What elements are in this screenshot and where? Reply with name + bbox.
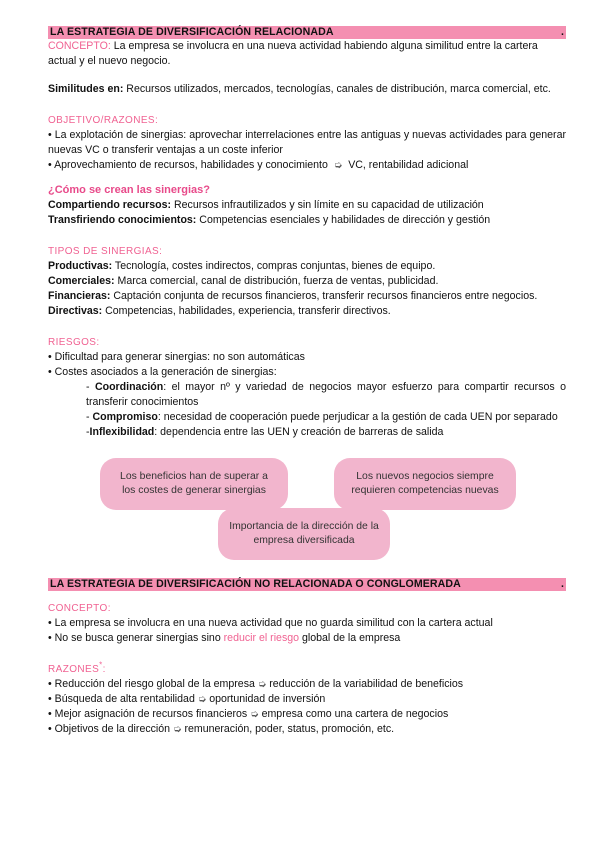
arrow-icon: ➭ <box>173 724 182 735</box>
razones-label <box>48 662 566 677</box>
sub-label: Compromiso <box>92 411 158 423</box>
arrow-icon: ➭ <box>197 694 207 705</box>
razones-label-text: RAZONES <box>48 664 100 675</box>
compartiendo-text: Recursos infrautilizados y sin límite en su capacidad de utilización <box>171 199 484 211</box>
title-dot: . <box>560 578 564 590</box>
riesgo-1: • Dificultad para generar sinergias: no son automáticas <box>48 351 305 363</box>
objetivo-label: OBJETIVO/RAZONES: <box>48 115 159 126</box>
concepto2-item-2 <box>48 631 566 646</box>
objetivo-item-2 <box>48 158 566 173</box>
section-heading-unrelated <box>48 578 566 591</box>
compartiendo-label: Compartiendo recursos: <box>48 199 172 211</box>
transfiriendo-label: Transfiriendo conocimientos: <box>48 214 197 226</box>
arrow-icon: ➭ <box>333 160 343 171</box>
concepto-label: CONCEPTO: <box>48 40 111 52</box>
tipo-productivas <box>48 259 566 274</box>
tipo-directivas <box>48 304 566 319</box>
razon-result: reducción de la variabilidad de beneficios <box>269 678 464 690</box>
section-heading-related <box>48 26 566 39</box>
arrow-icon: ➭ <box>250 709 259 720</box>
sub-label: Coordinación <box>94 381 164 393</box>
bubble-beneficios <box>100 458 288 510</box>
razon-text: • Objetivos de la dirección <box>48 723 171 735</box>
tipo-text: Tecnología, costes indirectos, compras conjuntas, bienes de equipo. <box>112 260 436 272</box>
document-page <box>48 26 566 737</box>
concepto2-label: CONCEPTO: <box>48 603 111 614</box>
transfiriendo-line <box>48 213 566 228</box>
sub-text: : dependencia entre las UEN y creación de barreras de salida <box>154 426 444 438</box>
objetivo-item-1: • La explotación de sinergias: aprovechar interrelaciones entre las antiguas y nuevas actividades para generar nuevas VC o transferir ventajas a un coste inferior <box>48 129 566 156</box>
razon-result: oportunidad de inversión <box>209 693 326 705</box>
concepto2-highlight: reducir el riesgo <box>223 632 300 644</box>
transfiriendo-text: Competencias esenciales y habilidades de dirección y gestión <box>196 214 491 226</box>
tipo-label: Productivas: <box>48 260 113 272</box>
arrow-icon: ➭ <box>257 679 267 690</box>
concepto2-item-1: • La empresa se involucra en una nueva actividad que no guarda similitud con la cartera actual <box>48 617 493 629</box>
section-title: LA ESTRATEGIA DE DIVERSIFICACIÓN RELACIONADA <box>50 26 334 38</box>
razon-text: • Reducción del riesgo global de la empresa <box>48 678 255 690</box>
tipo-text: Captación conjunta de recursos financieros, transferir recursos financieros entre negocios. <box>110 290 538 302</box>
razon-3 <box>48 707 566 722</box>
concepto2-text-c: global de la empresa <box>299 632 401 644</box>
tipo-label: Financieras: <box>48 290 111 302</box>
concepto-paragraph <box>48 39 566 69</box>
riesgo-2: • Costes asociados a la generación de sinergias: <box>48 366 277 378</box>
bubble-text: Importancia de la dirección de la empresa diversificada <box>229 521 379 546</box>
riesgos-label: RIESGOS: <box>48 337 100 348</box>
tipos-label: TIPOS DE SINERGIAS: <box>48 246 163 257</box>
objetivo-item-2-result: VC, rentabilidad adicional <box>348 159 469 171</box>
razon-text: • Búsqueda de alta rentabilidad <box>48 693 195 705</box>
tipo-text: Marca comercial, canal de distribución, fuerza de ventas, publicidad. <box>114 275 439 287</box>
similitudes-text: Recursos utilizados, mercados, tecnologías, canales de distribución, marca comercial, etc. <box>123 83 551 95</box>
sub-prefix: - <box>86 426 90 438</box>
bubbles-diagram <box>48 458 566 570</box>
como-heading: ¿Cómo se crean las sinergias? <box>48 184 211 196</box>
razon-2 <box>48 692 566 707</box>
razon-text: • Mejor asignación de recursos financieros <box>48 708 248 720</box>
tipo-label: Comerciales: <box>48 275 115 287</box>
objetivo-item-2-text: • Aprovechamiento de recursos, habilidades y conocimiento <box>48 159 328 171</box>
tipo-comerciales <box>48 274 566 289</box>
section-title: LA ESTRATEGIA DE DIVERSIFICACIÓN NO RELACIONADA O CONGLOMERADA <box>50 578 461 590</box>
razon-result: remuneración, poder, status, promoción, etc. <box>184 723 395 735</box>
tipo-label: Directivas: <box>48 305 103 317</box>
sub-text: : necesidad de cooperación puede perjudicar a la gestión de cada UEN por separado <box>157 411 558 423</box>
bubble-text: Los nuevos negocios siempre requieren competencias nuevas <box>351 471 499 496</box>
concepto2-text-a: • No se busca generar sinergias sino <box>48 632 224 644</box>
bubble-text: Los beneficios han de superar a los costes de generar sinergias <box>120 471 268 496</box>
similitudes-label: Similitudes en: <box>48 83 124 95</box>
compartiendo-line <box>48 198 566 213</box>
riesgo-sub-compromiso <box>48 410 566 425</box>
tipo-text: Competencias, habilidades, experiencia, transferir directivos. <box>102 305 391 317</box>
riesgo-sub-coordinacion <box>48 380 566 410</box>
title-dot: . <box>560 26 564 38</box>
sub-text: : el mayor nº y variedad de negocios mayor esfuerzo para compartir recursos o transferir conocimientos <box>86 381 566 408</box>
sub-prefix: - <box>86 411 93 423</box>
razones-colon: : <box>102 664 106 675</box>
tipo-financieras <box>48 289 566 304</box>
razones-asterisk: * <box>99 660 103 670</box>
similitudes-paragraph <box>48 82 566 97</box>
concepto-text: La empresa se involucra en una nueva actividad habiendo alguna similitud entre la cartera actual y el nuevo negocio. <box>48 40 538 67</box>
riesgo-sub-inflexibilidad <box>48 425 566 440</box>
razon-1 <box>48 677 566 692</box>
sub-prefix: - <box>86 381 95 393</box>
bubble-nuevos-negocios <box>334 458 516 510</box>
sub-label: Inflexibilidad <box>89 426 155 438</box>
bubble-direccion <box>218 508 390 560</box>
razon-result: empresa como una cartera de negocios <box>261 708 449 720</box>
razon-4 <box>48 722 566 737</box>
